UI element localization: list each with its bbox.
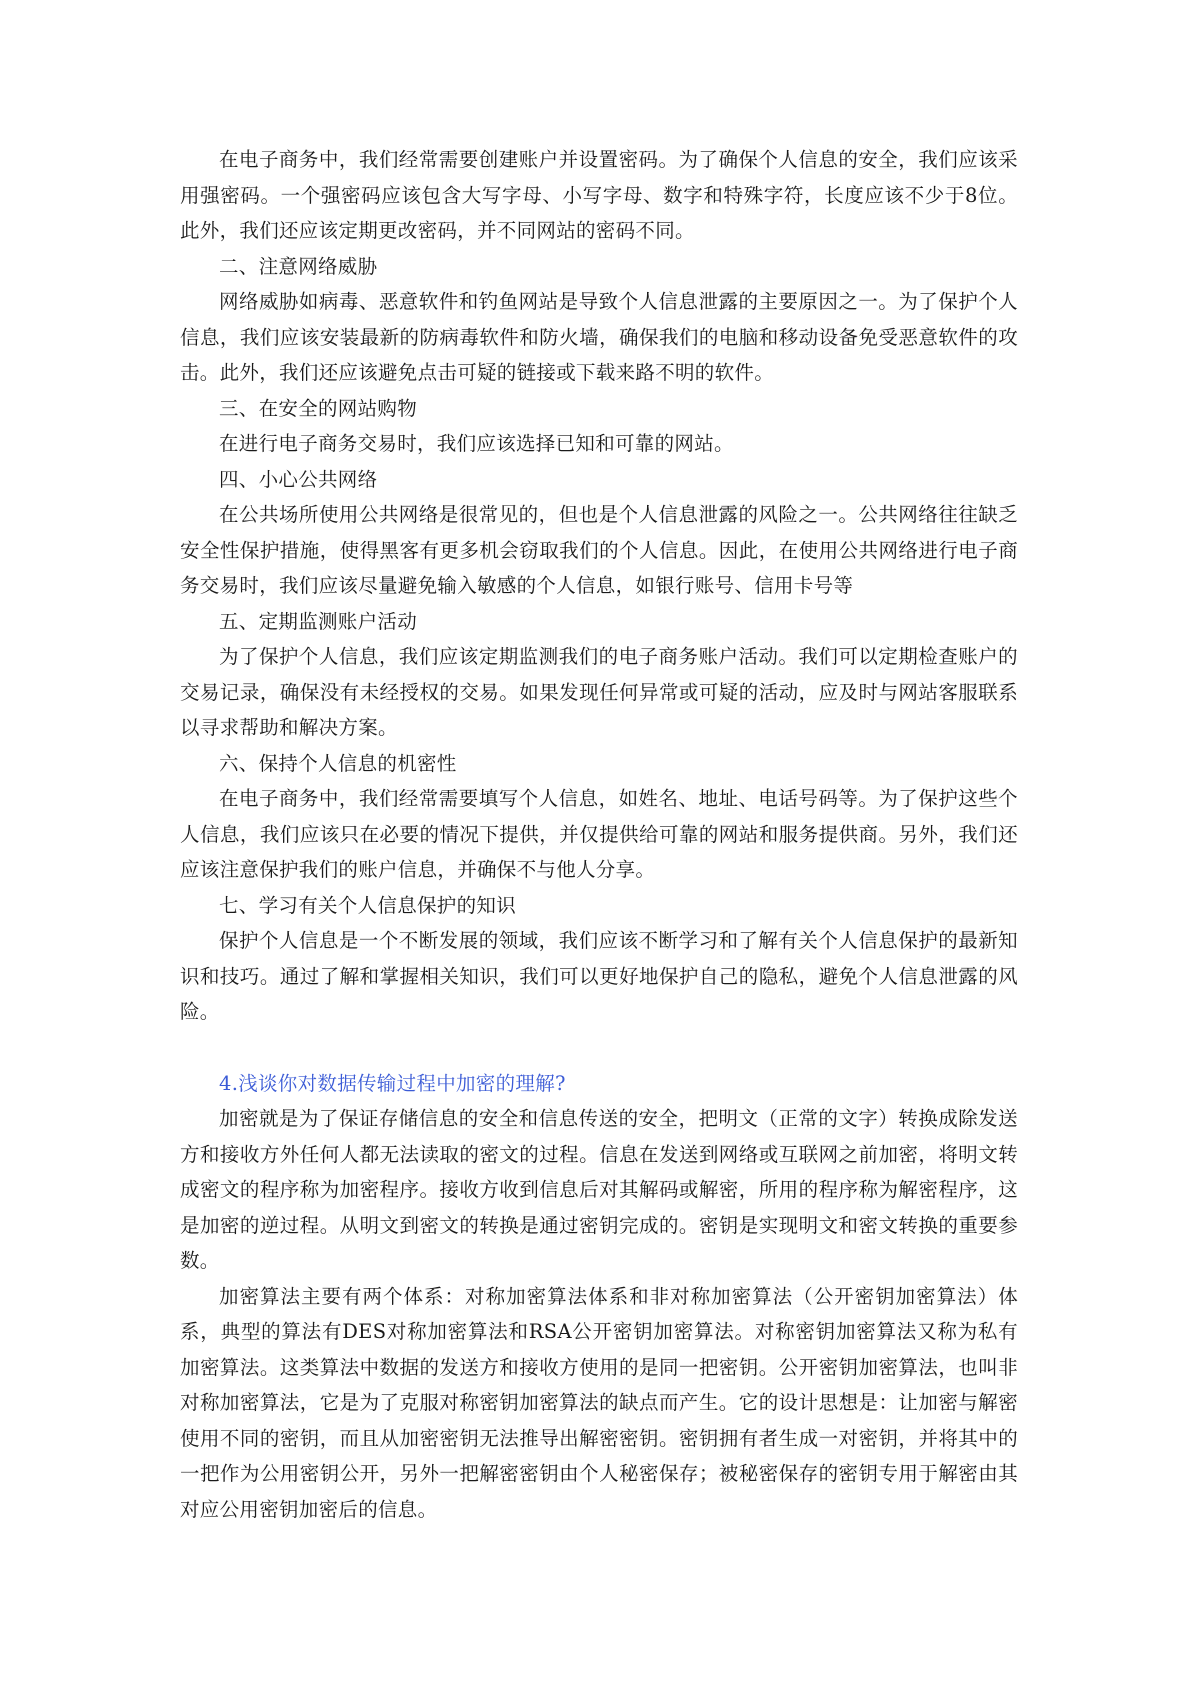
paragraph-confidentiality: 在电子商务中，我们经常需要填写个人信息，如姓名、地址、电话号码等。为了保护这些个人信息，我们应该只在必要的情况下提供，并仅提供给可靠的网站和服务提供商。另外，我们还应该注意保护我们的账户信息，并确保不与他人分享。 [180, 787, 1018, 881]
paragraph-network-threats: 网络威胁如病毒、恶意软件和钓鱼网站是导致个人信息泄露的主要原因之一。为了保护个人信息，我们应该安装最新的防病毒软件和防火墙，确保我们的电脑和移动设备免受恶意软件的攻击。此外，我们还应该避免点击可疑的链接或下载来路不明的软件。 [180, 290, 1018, 384]
paragraph-learn-knowledge: 保护个人信息是一个不断发展的领域，我们应该不断学习和了解有关个人信息保护的最新知识和技巧。通过了解和掌握相关知识，我们可以更好地保护自己的隐私，避免个人信息泄露的风险。 [180, 929, 1018, 1023]
paragraph-encryption-definition: 加密就是为了保证存储信息的安全和信息传送的安全，把明文（正常的文字）转换成除发送方和接收方外任何人都无法读取的密文的过程。信息在发送到网络或互联网之前加密，将明文转成密文的程序称为加密程序。接收方收到信息后对其解码或解密，所用的程序称为解密程序，这是加密的逆过程。从明文到密文的转换是通过密钥完成的。密钥是实现明文和密文转换的重要参数。 [180, 1107, 1018, 1272]
question-heading: 4.浅谈你对数据传输过程中加密的理解? [219, 1071, 566, 1095]
paragraph-safe-shopping: 在进行电子商务交易时，我们应该选择已知和可靠的网站。 [219, 432, 734, 455]
paragraph-password: 在电子商务中，我们经常需要创建账户并设置密码。为了确保个人信息的安全，我们应该采用强密码。一个强密码应该包含大写字母、小写字母、数字和特殊字符，长度应该不少于8位。此外，我们还应该定期更改密码，并不同网站的密码不同。 [180, 148, 1018, 242]
paragraph-monitor-account: 为了保护个人信息，我们应该定期监测我们的电子商务账户活动。我们可以定期检查账户的交易记录，确保没有未经授权的交易。如果发现任何异常或可疑的活动，应及时与网站客服联系以寻求帮助和解决方案。 [180, 645, 1018, 739]
heading-public-network: 四、小心公共网络 [219, 467, 378, 491]
paragraph-public-network: 在公共场所使用公共网络是很常见的，但也是个人信息泄露的风险之一。公共网络往往缺乏安全性保护措施，使得黑客有更多机会窃取我们的个人信息。因此，在使用公共网络进行电子商务交易时，我们应该尽量避免输入敏感的个人信息，如银行账号、信用卡号等 [180, 503, 1018, 597]
paragraph-encryption-algorithms: 加密算法主要有两个体系：对称加密算法体系和非对称加密算法（公开密钥加密算法）体系，典型的算法有DES对称加密算法和RSA公开密钥加密算法。对称密钥加密算法又称为私有加密算法。这类算法中数据的发送方和接收方使用的是同一把密钥。公开密钥加密算法，也叫非对称加密算法，它是为了克服对称密钥加密算法的缺点而产生。它的设计思想是：让加密与解密使用不同的密钥，而且从加密密钥无法推导出解密密钥。密钥拥有者生成一对密钥，并将其中的一把作为公用密钥公开，另外一把解密密钥由个人秘密保存；被秘密保存的密钥专用于解密由其对应公用密钥加密后的信息。 [180, 1284, 1018, 1521]
heading-monitor-account: 五、定期监测账户活动 [219, 609, 418, 633]
heading-learn-knowledge: 七、学习有关个人信息保护的知识 [219, 893, 517, 917]
document-page [180, 142, 1018, 1527]
heading-safe-shopping: 三、在安全的网站购物 [219, 396, 418, 420]
heading-confidentiality: 六、保持个人信息的机密性 [219, 751, 457, 775]
heading-network-threats: 二、注意网络威胁 [219, 254, 378, 278]
